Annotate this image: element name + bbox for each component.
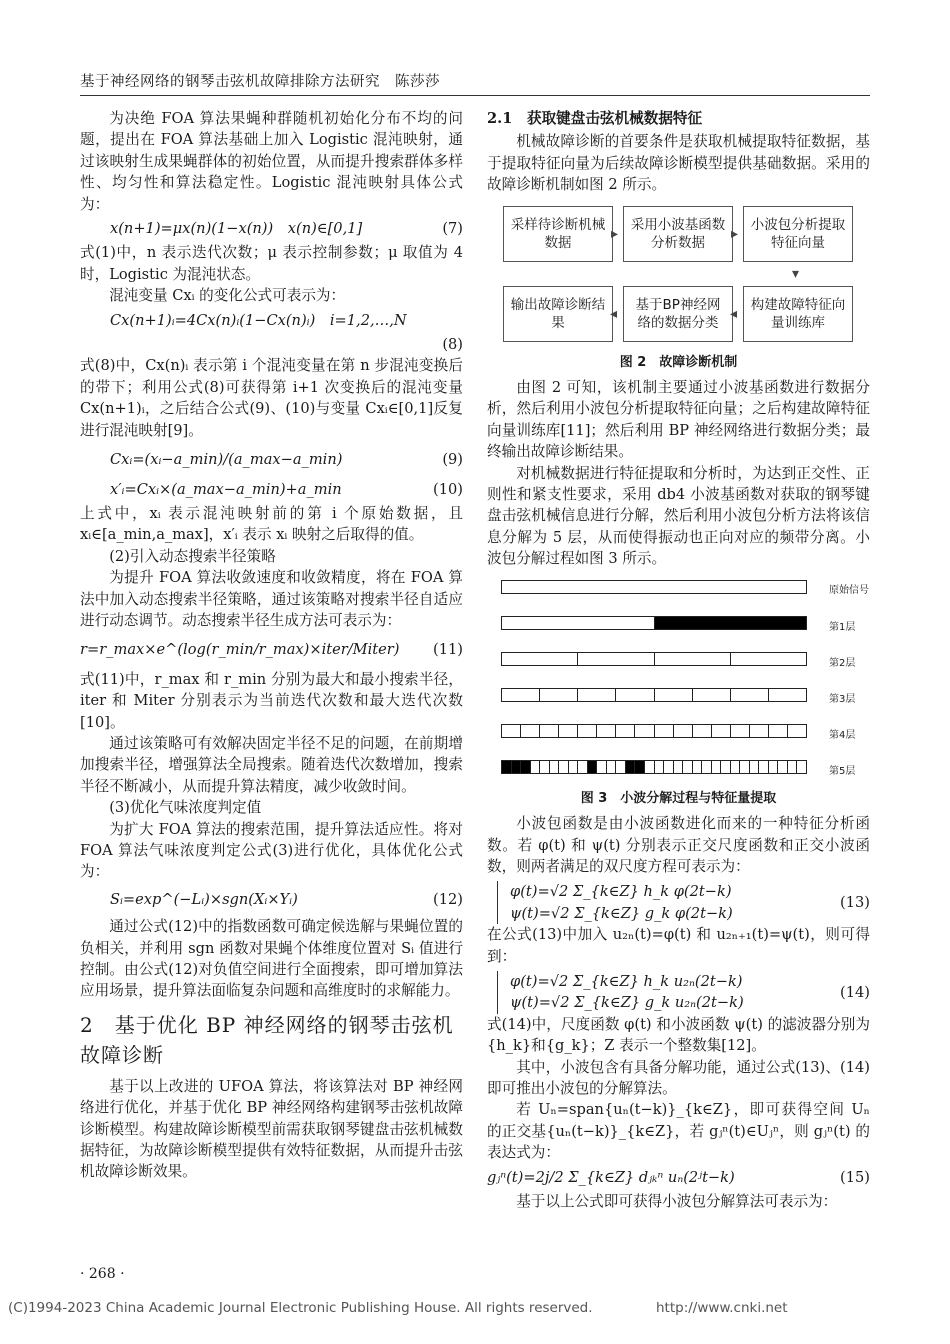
equation-14: φ(t)=√2 Σ_{k∈Z} h_k u₂ₙ(2t−k) ψ(t)=√2 Σ_{k∈Z} g_k u₂ₙ(2t−k) (14) xyxy=(487,971,870,1014)
level-label: 原始信号 xyxy=(829,584,869,596)
section-heading: 2 基于优化 BP 神经网络的钢琴击弦机故障诊断 xyxy=(80,1012,454,1067)
paragraph: 混沌变量 Cxᵢ 的变化公式可表示为： xyxy=(109,287,346,305)
website-link[interactable]: http://www.cnki.net xyxy=(656,1300,788,1316)
level-bar-2 xyxy=(501,652,807,666)
running-header: 基于神经网络的钢琴击弦机故障排除方法研究 陈莎莎 xyxy=(80,74,440,90)
paragraph: 由图 2 可知，该机制主要通过小波基函数进行数据分析，然后利用小波包分析提取特征向量；之后构建故障特征向量训练库[11]；然后利用 BP 神经网络进行数据分类；最终输出故障诊断结果。 xyxy=(487,379,870,461)
paragraph: 基于以上公式即可获得小波包分解算法可表示为： xyxy=(516,1193,838,1210)
flow-box-packet: 小波包分析提取特征向量 xyxy=(743,206,853,262)
flow-box-sample: 采样待诊断机械数据 xyxy=(503,206,613,262)
equation-10: x′ᵢ=Cxᵢ×(a_max−a_min)+a_min (10) xyxy=(110,480,463,498)
arrow-down-icon: ▾ xyxy=(792,265,800,282)
copyright-notice: (C)1994-2023 China Academic Journal Electronic Publishing House. All rights reserved. xyxy=(8,1300,593,1316)
level-bar-5 xyxy=(501,760,807,774)
paragraph: 为扩大 FOA 算法的搜索范围，提升算法适应性。将对 FOA 算法气味浓度判定公式(3)进行优化，具体优化公式为： xyxy=(80,820,463,881)
figure-2-flowchart xyxy=(487,200,870,350)
level-bar-3 xyxy=(501,688,807,702)
right-column xyxy=(487,108,870,1212)
equation-7: x(n+1)=μx(n)(1−x(n)) x(n)∈[0,1] (7) xyxy=(110,220,463,238)
level-bar-original xyxy=(501,580,807,594)
flow-box-bp: 基于BP神经网络的数据分类 xyxy=(623,286,733,342)
level-label: 第1层 xyxy=(829,621,856,633)
paragraph: 在公式(13)中加入 u₂ₙ(t)=φ(t) 和 u₂ₙ₊₁(t)=ψ(t)，则可得到： xyxy=(487,926,870,965)
subsection-heading: 2.1 获取键盘击弦机械数据特征 xyxy=(487,110,703,127)
flow-box-output: 输出故障诊断结果 xyxy=(503,286,613,342)
equation-9: Cxᵢ=(xᵢ−a_min)/(a_max−a_min) (9) xyxy=(110,451,463,469)
level-bar-1 xyxy=(501,616,807,630)
paragraph: 式(8)中，Cx(n)ᵢ 表示第 i 个混沌变量在第 n 步混沌变换后的带下；利用公式(8)可获得第 i+1 次变换后的混沌变量 Cx(n+1)ᵢ，之后结合公式(9)、(10)与变量 Cxᵢ∈[0,1]反复进行混沌映射[9]。 xyxy=(80,357,463,439)
level-label: 第3层 xyxy=(829,693,856,705)
paragraph: 小波包函数是由小波函数进化而来的一种特征分析函数。若 φ(t) 和 ψ(t) 分别表示正交尺度函数和正交小波函数，则两者满足的双尺度方程可表示为： xyxy=(487,815,870,875)
paragraph: 为提升 FOA 算法收敛速度和收敛精度，将在 FOA 算法中加入动态搜索半径策略，通过该策略对搜索半径自适应进行动态调节。动态搜索半径生成方法可表示为： xyxy=(80,569,463,629)
arrow-right-icon: ▸ xyxy=(731,225,739,242)
subsection-heading: (2)引入动态搜索半径策略 xyxy=(109,547,276,565)
equation-12: Sᵢ=exp^(−Lᵢ)×sgn(Xᵢ×Yᵢ) (12) xyxy=(110,890,463,908)
left-column xyxy=(80,108,463,1183)
paragraph: 通过该策略可有效解决固定半径不足的问题，在前期增加搜索半径，增强算法全局搜索。随着迭代次数增加，搜索半径不断减小，从而提升算法精度，减少收敛时间。 xyxy=(80,734,463,795)
equation-8-number: (8) xyxy=(442,336,463,354)
arrow-left-icon: ◂ xyxy=(610,305,618,322)
level-bar-4 xyxy=(501,724,807,738)
equation-15: gⱼⁿ(t)=2j/2 Σ_{k∈Z} dⱼₖⁿ uₙ(2ʲt−k) (15) xyxy=(487,1168,870,1186)
header-rule xyxy=(80,95,870,96)
page-number: · 268 · xyxy=(80,1266,125,1282)
flow-box-wavelet: 采用小波基函数分析数据 xyxy=(623,206,733,262)
paragraph: 上式中，xᵢ 表示混沌映射前的第 i 个原始数据，且 xᵢ∈[a_min,a_max]，x′ᵢ 表示 xᵢ 映射之后取得的值。 xyxy=(80,504,463,544)
paragraph: 基于以上改进的 UFOA 算法，将该算法对 BP 神经网络进行优化，并基于优化 BP 神经网络构建钢琴击弦机故障诊断模型。构建故障诊断模型前需获取钢琴键盘击弦机械数据特征，为故障诊断模型提供有效特征数据，从而提升击弦机故障诊断效果。 xyxy=(80,1077,463,1181)
paragraph: 式(1)中，n 表示迭代次数；μ 表示控制参数；μ 取值为 4 时，Logistic 为混沌状态。 xyxy=(80,244,463,283)
figure-3-wavelet-diagram xyxy=(487,576,870,786)
equation-8: Cx(n+1)ᵢ=4Cx(n)ᵢ(1−Cx(n)ᵢ) i=1,2,…,N xyxy=(110,311,407,329)
arrow-left-icon: ◂ xyxy=(730,305,738,322)
paragraph: 式(14)中，尺度函数 φ(t) 和小波函数 ψ(t) 的滤波器分别为{h_k}和{g_k}；Z 表示一个整数集[12]。 xyxy=(487,1015,870,1055)
equation-11: r=r_max×e^(log(r_min/r_max)×iter/Miter) (11) xyxy=(80,641,463,659)
paragraph: 通过公式(12)中的指数函数可确定候选解与果蝇位置的负相关，并利用 sgn 函数对果蝇个体维度位置对 Sᵢ 值进行控制。由公式(12)对负值空间进行全面搜索，即可增加算法应用场景，提升算法面临复杂问题和高维度时的求解能力。 xyxy=(80,918,463,1000)
paragraph: 若 Uₙ=span{uₙ(t−k)}_{k∈Z}，即可获得空间 Uₙ 的正交基{uₙ(t−k)}_{k∈Z}，若 gⱼⁿ(t)∈Uⱼⁿ，则 gⱼⁿ(t) 的表达式为： xyxy=(487,1101,870,1162)
level-label: 第2层 xyxy=(829,657,856,669)
figure-2-caption: 图 2 故障诊断机制 xyxy=(619,354,738,370)
paragraph: 式(11)中，r_max 和 r_min 分别为最大和最小搜索半径，iter 和 Miter 分别表示为当前迭代次数和最大迭代次数[10]。 xyxy=(80,670,463,731)
paragraph: 其中，小波包含有具备分解功能，通过公式(13)、(14)即可推出小波包的分解算法。 xyxy=(487,1058,870,1097)
subsection-heading: (3)优化气味浓度判定值 xyxy=(109,799,262,817)
paragraph: 为决绝 FOA 算法果蝇种群随机初始化分布不均的问题，提出在 FOA 算法基础上加入 Logistic 混沌映射，通过该映射生成果蝇群体的初始位置，从而提升搜索群体多样性、均匀性和算法稳定性。Logistic 混沌映射具体公式为： xyxy=(80,110,463,213)
flow-box-library: 构建故障特征向量训练库 xyxy=(743,286,853,342)
paragraph: 机械故障诊断的首要条件是获取机械提取特征数据，基于提取特征向量为后续故障诊断模型提供基础数据。采用的故障诊断机制如图 2 所示。 xyxy=(487,133,870,194)
level-label: 第5层 xyxy=(829,765,856,777)
equation-13: φ(t)=√2 Σ_{k∈Z} h_k φ(2t−k) ψ(t)=√2 Σ_{k∈Z} g_k φ(2t−k) (13) xyxy=(487,881,870,924)
figure-3-caption: 图 3 小波分解过程与特征量提取 xyxy=(580,790,777,806)
arrow-right-icon: ▸ xyxy=(611,225,619,242)
paragraph: 对机械数据进行特征提取和分析时，为达到正交性、正则性和紧支性要求，采用 db4 小波基函数对获取的钢琴键盘击弦机械信息进行分解，然后利用小波包分析方法将该信息分解为 5 层，从而使得振动也正向对应的频带分离。小波包分解过程如图 3 所示。 xyxy=(487,464,870,568)
level-label: 第4层 xyxy=(829,729,856,741)
